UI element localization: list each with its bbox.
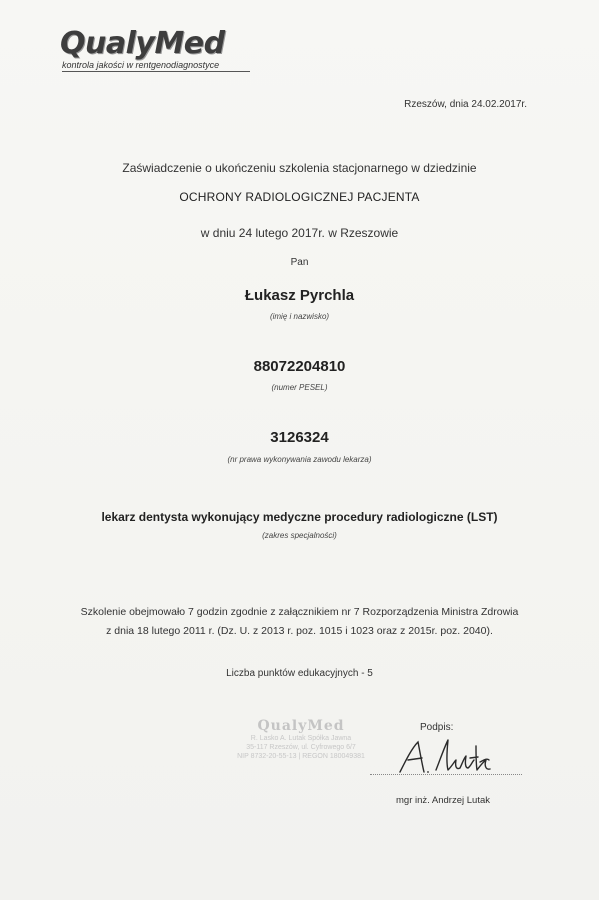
license-number: 3126324 bbox=[270, 429, 329, 446]
stamp-line-3: NIP 8732-20-55-13 | REGON 180049381 bbox=[237, 753, 365, 760]
handwritten-signature bbox=[392, 736, 502, 783]
salutation: Pan bbox=[290, 257, 309, 268]
signature-line bbox=[370, 774, 522, 775]
logo-tagline: kontrola jakości w rentgenodiagnostyce bbox=[62, 60, 250, 72]
training-line-2: z dnia 18 lutego 2011 r. (Dz. U. z 2013 r. poz. 1015 i 1023 oraz z 2015r. poz. 2040). bbox=[106, 625, 493, 637]
company-logo bbox=[60, 26, 250, 72]
training-line-1: Szkolenie obejmowało 7 godzin zgodnie z załącznikiem nr 7 Rozporządzenia Ministra Zdrowia bbox=[80, 606, 519, 618]
recipient-name-caption: (imię i nazwisko) bbox=[269, 312, 330, 321]
stamp-line-2: 35-117 Rzeszów, ul. Cyfrowego 6/7 bbox=[246, 744, 356, 751]
signer-name: mgr inż. Andrzej Lutak bbox=[396, 795, 490, 806]
stamp-name: QualyMed bbox=[257, 718, 345, 734]
company-stamp bbox=[226, 718, 376, 761]
license-caption: (nr prawa wykonywania zawodu lekarza) bbox=[227, 455, 372, 464]
recipient-name: Łukasz Pyrchla bbox=[244, 287, 355, 304]
certificate-topic: OCHRONY RADIOLOGICZNEJ PACJENTA bbox=[179, 190, 420, 204]
certificate-intro: Zaświadczenie o ukończeniu szkolenia stacjonarnego w dziedzinie bbox=[122, 161, 477, 175]
pesel-caption: (numer PESEL) bbox=[271, 383, 328, 392]
specialty-caption: (zakres specjalności) bbox=[262, 531, 337, 540]
signature-drawing bbox=[392, 736, 502, 778]
pesel-number: 88072204810 bbox=[253, 358, 346, 375]
logo-name: QualyMed bbox=[60, 26, 225, 61]
place-date: Rzeszów, dnia 24.02.2017r. bbox=[404, 99, 527, 110]
training-date-place: w dniu 24 lutego 2017r. w Rzeszowie bbox=[200, 226, 399, 240]
signature-label: Podpis: bbox=[420, 722, 454, 733]
stamp-line-1: R. Lasko A. Lutak Spółka Jawna bbox=[250, 735, 352, 742]
education-points: Liczba punktów edukacyjnych - 5 bbox=[226, 668, 373, 679]
specialty: lekarz dentysta wykonujący medyczne procedury radiologiczne (LST) bbox=[101, 510, 498, 524]
training-description bbox=[0, 603, 599, 641]
